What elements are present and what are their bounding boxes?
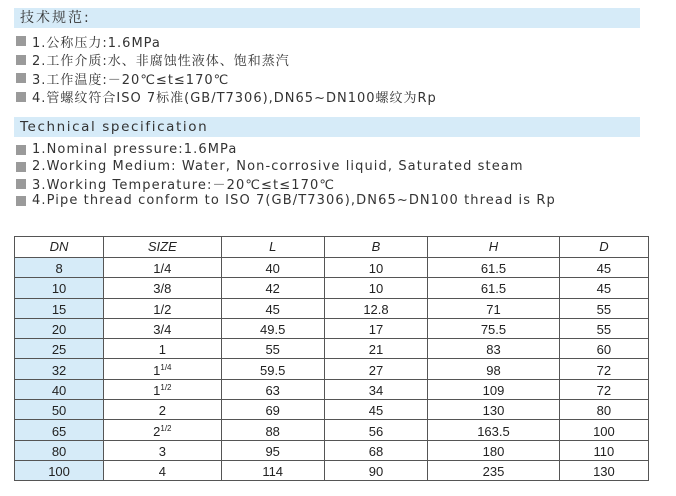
size-whole: 4 (158, 464, 166, 480)
size-whole: 2 (153, 423, 161, 439)
size-fraction: 1/2 (160, 382, 172, 392)
cell-h: 235 (428, 460, 560, 480)
chinese-spec-text: 1.公称压力:1.6MPa (32, 35, 161, 51)
size-value (159, 465, 166, 479)
chinese-spec-item (16, 69, 437, 88)
header-h: H (428, 237, 560, 258)
table-row (15, 318, 649, 338)
cell-h: 163.5 (428, 420, 560, 440)
cell-l: 49.5 (221, 318, 324, 338)
table-row (15, 420, 649, 440)
square-bullet-icon (16, 55, 26, 65)
cell-b: 90 (324, 460, 427, 480)
table-row (15, 298, 649, 318)
table-row (15, 440, 649, 460)
cell-l: 63 (221, 379, 324, 399)
english-spec-text: 4.Pipe thread conform to ISO 7(GB/T7306),DN65~DN100 thread is Rp (32, 193, 556, 208)
chinese-spec-title: 技术规范: (14, 8, 640, 28)
cell-size (104, 460, 221, 480)
table-row (15, 258, 649, 278)
english-spec-text: 2.Working Medium: Water, Non-corrosive liquid, Saturated steam (32, 159, 524, 174)
table-header-row (15, 237, 649, 258)
square-bullet-icon (16, 145, 26, 155)
square-bullet-icon (16, 162, 26, 172)
cell-l: 88 (221, 420, 324, 440)
cell-size (104, 359, 221, 379)
cell-h: 109 (428, 379, 560, 399)
cell-size (104, 440, 221, 460)
chinese-spec-list (16, 32, 437, 106)
cell-h: 98 (428, 359, 560, 379)
size-fraction: 1/4 (153, 261, 172, 277)
header-d: D (559, 237, 648, 258)
cell-b: 45 (324, 400, 427, 420)
cell-h: 83 (428, 339, 560, 359)
size-whole: 1 (158, 342, 166, 358)
cell-b: 17 (324, 318, 427, 338)
cell-b: 21 (324, 339, 427, 359)
size-whole: 1 (153, 362, 161, 378)
cell-dn: 20 (15, 318, 104, 338)
cell-dn: 25 (15, 339, 104, 359)
cell-l: 45 (221, 298, 324, 318)
size-fraction: 3/8 (153, 281, 172, 297)
cell-b: 56 (324, 420, 427, 440)
english-spec-title: Technical specification (14, 117, 640, 137)
cell-dn: 50 (15, 400, 104, 420)
table-row (15, 379, 649, 399)
cell-dn: 32 (15, 359, 104, 379)
size-fraction: 3/4 (153, 322, 172, 338)
cell-dn: 65 (15, 420, 104, 440)
size-whole: 1 (153, 382, 161, 398)
cell-b: 10 (324, 258, 427, 278)
english-spec-item (16, 192, 556, 209)
english-spec-item (16, 158, 556, 175)
size-whole: 3 (158, 443, 166, 459)
cell-d: 55 (559, 298, 648, 318)
chinese-spec-text: 3.工作温度:－20℃≤t≤170℃ (32, 72, 230, 88)
cell-size (104, 420, 221, 440)
table-body (15, 258, 649, 481)
table-row (15, 278, 649, 298)
cell-dn: 10 (15, 278, 104, 298)
size-fraction: 1/2 (160, 423, 172, 433)
chinese-spec-item (16, 32, 437, 51)
size-value (153, 282, 171, 296)
cell-size (104, 400, 221, 420)
square-bullet-icon (16, 92, 26, 102)
cell-size (104, 258, 221, 278)
cell-l: 42 (221, 278, 324, 298)
size-value (153, 262, 171, 276)
cell-l: 69 (221, 400, 324, 420)
cell-dn: 100 (15, 460, 104, 480)
cell-size (104, 339, 221, 359)
cell-dn: 8 (15, 258, 104, 278)
table-row (15, 339, 649, 359)
size-value (153, 303, 171, 317)
size-value (159, 404, 166, 418)
english-spec-item (16, 141, 556, 158)
cell-d: 100 (559, 420, 648, 440)
cell-b: 68 (324, 440, 427, 460)
dimensions-table (14, 236, 649, 481)
header-size: SIZE (104, 237, 221, 258)
cell-h: 61.5 (428, 258, 560, 278)
english-spec-list (16, 141, 556, 209)
cell-d: 72 (559, 379, 648, 399)
size-value (153, 364, 171, 378)
cell-size (104, 298, 221, 318)
table-row (15, 400, 649, 420)
square-bullet-icon (16, 179, 26, 189)
size-value (159, 445, 166, 459)
english-spec-text: 1.Nominal pressure:1.6MPa (32, 142, 238, 157)
square-bullet-icon (16, 73, 26, 83)
cell-b: 27 (324, 359, 427, 379)
header-b: B (324, 237, 427, 258)
cell-l: 114 (221, 460, 324, 480)
cell-b: 12.8 (324, 298, 427, 318)
english-spec-text: 3.Working Temperature:－20℃≤t≤170℃ (32, 178, 336, 193)
table-row (15, 359, 649, 379)
table-row (15, 460, 649, 480)
cell-dn: 15 (15, 298, 104, 318)
cell-h: 180 (428, 440, 560, 460)
chinese-spec-item (16, 51, 437, 70)
header-l: L (221, 237, 324, 258)
cell-l: 55 (221, 339, 324, 359)
size-value (153, 384, 171, 398)
cell-size (104, 318, 221, 338)
cell-h: 71 (428, 298, 560, 318)
cell-d: 80 (559, 400, 648, 420)
cell-l: 59.5 (221, 359, 324, 379)
header-dn: DN (15, 237, 104, 258)
cell-dn: 80 (15, 440, 104, 460)
chinese-spec-item (16, 88, 437, 107)
english-spec-item (16, 175, 556, 192)
cell-d: 55 (559, 318, 648, 338)
cell-d: 130 (559, 460, 648, 480)
cell-l: 95 (221, 440, 324, 460)
square-bullet-icon (16, 36, 26, 46)
cell-h: 75.5 (428, 318, 560, 338)
cell-size (104, 379, 221, 399)
cell-d: 45 (559, 258, 648, 278)
cell-l: 40 (221, 258, 324, 278)
cell-d: 110 (559, 440, 648, 460)
cell-d: 72 (559, 359, 648, 379)
size-fraction: 1/2 (153, 301, 172, 317)
chinese-spec-text: 4.管螺纹符合ISO 7标准(GB/T7306),DN65~DN100螺纹为Rp (32, 91, 437, 107)
size-value (153, 323, 171, 337)
cell-b: 34 (324, 379, 427, 399)
size-value (153, 425, 171, 439)
cell-b: 10 (324, 278, 427, 298)
cell-dn: 40 (15, 379, 104, 399)
cell-d: 45 (559, 278, 648, 298)
cell-h: 130 (428, 400, 560, 420)
square-bullet-icon (16, 196, 26, 206)
size-fraction: 1/4 (160, 362, 172, 372)
cell-size (104, 278, 221, 298)
cell-h: 61.5 (428, 278, 560, 298)
cell-d: 60 (559, 339, 648, 359)
chinese-spec-text: 2.工作介质:水、非腐蚀性液体、饱和蒸汽 (32, 54, 290, 70)
size-value (159, 343, 166, 357)
size-whole: 2 (158, 403, 166, 419)
